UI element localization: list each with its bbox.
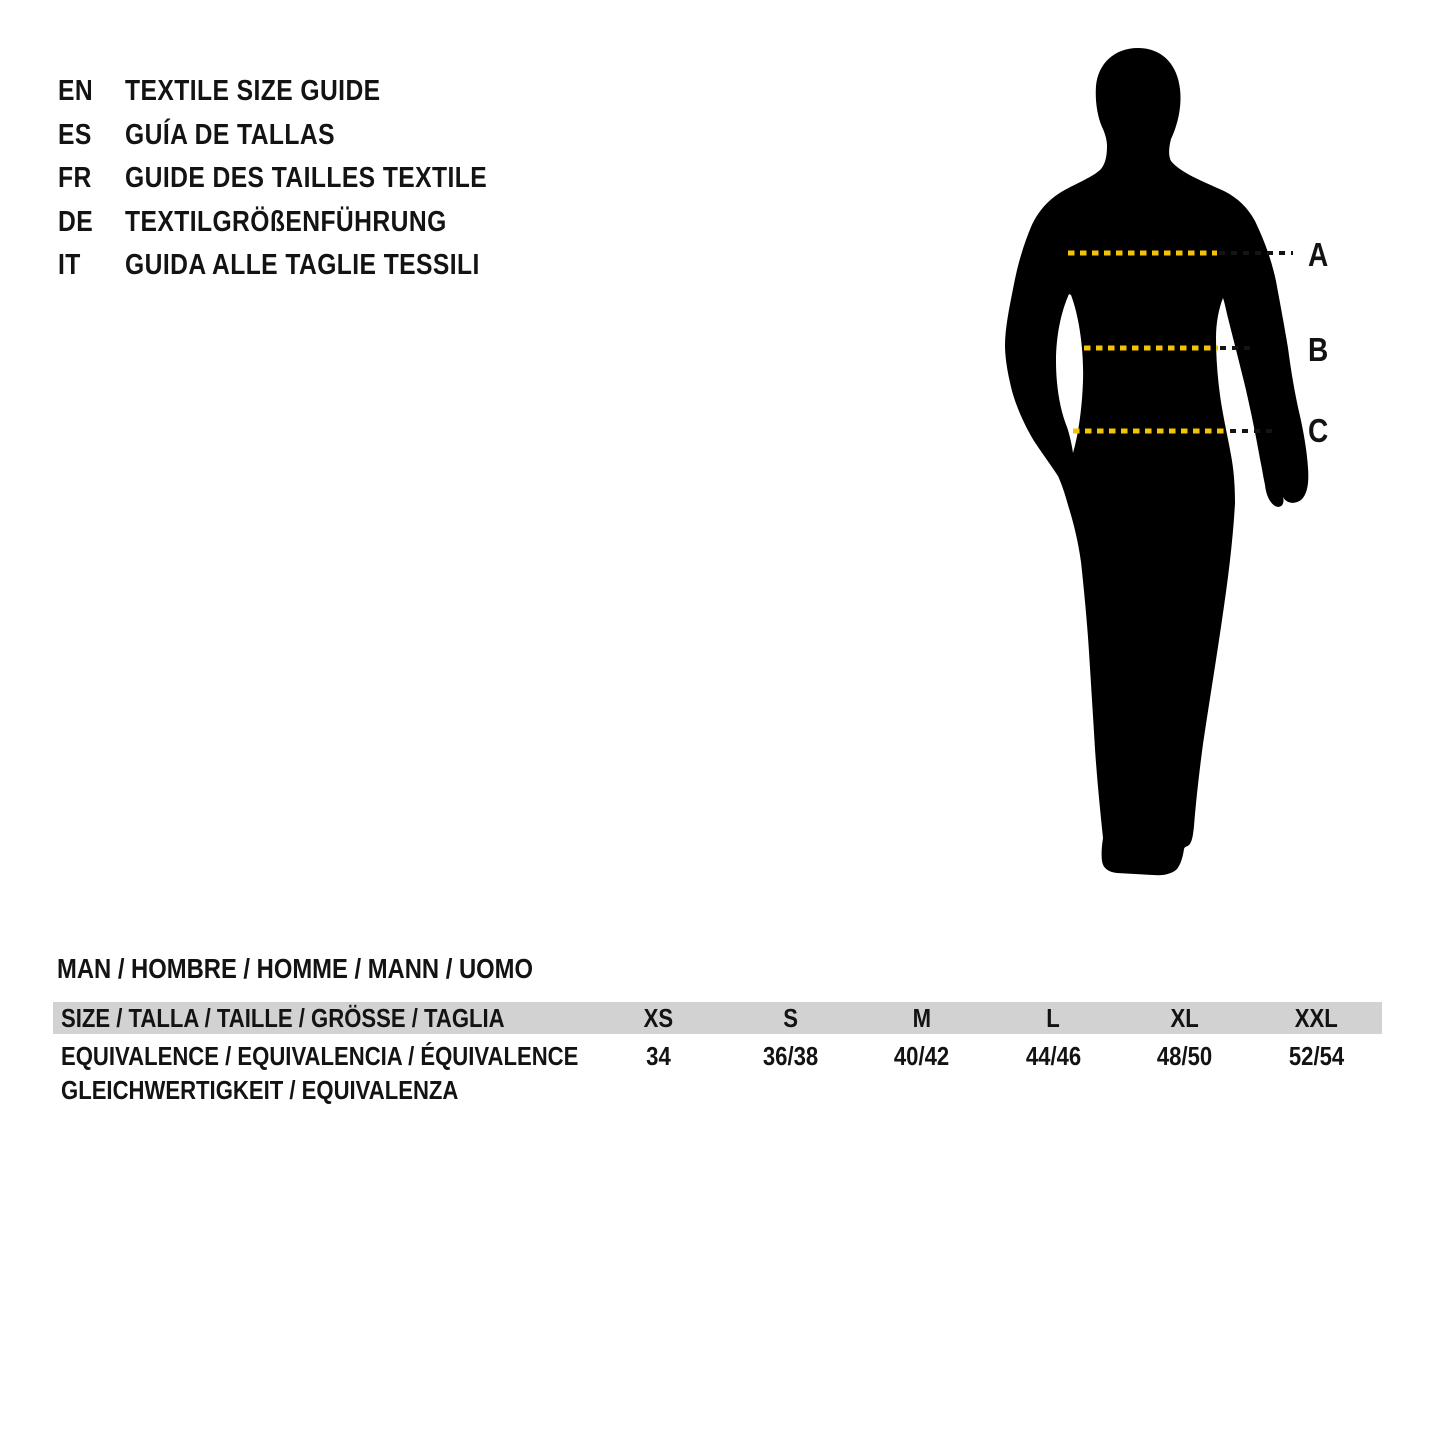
language-code: DE <box>58 205 94 238</box>
equivalence-value-xs: 34 <box>646 1040 672 1071</box>
equivalence-value-m: 40/42 <box>894 1040 950 1071</box>
guide-title-es: GUÍA DE TALLAS <box>125 118 335 151</box>
equivalence-value-s: 36/38 <box>762 1040 818 1071</box>
size-header-label: SIZE / TALLA / TAILLE / GRÖSSE / TAGLIA <box>61 1002 505 1033</box>
table-group-title: MAN / HOMBRE / HOMME / MANN / UOMO <box>57 953 533 984</box>
man-silhouette <box>1005 48 1308 875</box>
language-code: FR <box>58 162 92 195</box>
size-column-header-xxl: XXL <box>1294 1002 1338 1033</box>
size-column-header-m: M <box>912 1002 931 1033</box>
language-row-es <box>58 114 551 158</box>
measure-label-b: B <box>1308 331 1329 368</box>
equivalence-value-xl: 48/50 <box>1157 1040 1213 1071</box>
guide-title-it: GUIDA ALLE TAGLIE TESSILI <box>125 249 480 282</box>
language-row-fr <box>58 157 551 201</box>
guide-title-de: TEXTILGRÖßENFÜHRUNG <box>125 205 447 238</box>
equivalence-value-xxl: 52/54 <box>1288 1040 1344 1071</box>
size-column-header-xl: XL <box>1170 1002 1199 1033</box>
language-row-de <box>58 201 551 245</box>
language-code: ES <box>58 118 92 151</box>
size-header-row <box>53 1002 1382 1034</box>
language-title-block <box>58 70 551 288</box>
measure-label-a: A <box>1308 236 1329 273</box>
equivalence-row <box>53 1040 1382 1072</box>
size-column-header-s: S <box>782 1002 798 1033</box>
equivalence-value-l: 44/46 <box>1025 1040 1081 1071</box>
language-row-it <box>58 244 551 288</box>
size-column-header-xs: XS <box>644 1002 674 1033</box>
size-column-header-l: L <box>1046 1002 1060 1033</box>
language-row-en <box>58 70 551 114</box>
guide-title-en: TEXTILE SIZE GUIDE <box>125 75 381 108</box>
equivalence-row-label-line2: GLEICHWERTIGKEIT / EQUIVALENZA <box>61 1075 459 1105</box>
measure-label-c: C <box>1308 412 1329 449</box>
language-code: IT <box>58 249 81 282</box>
man-silhouette-figure <box>990 20 1340 880</box>
language-code: EN <box>58 75 94 108</box>
guide-title-fr: GUIDE DES TAILLES TEXTILE <box>125 162 488 195</box>
equivalence-row-label: EQUIVALENCE / EQUIVALENCIA / ÉQUIVALENCE <box>61 1040 579 1071</box>
